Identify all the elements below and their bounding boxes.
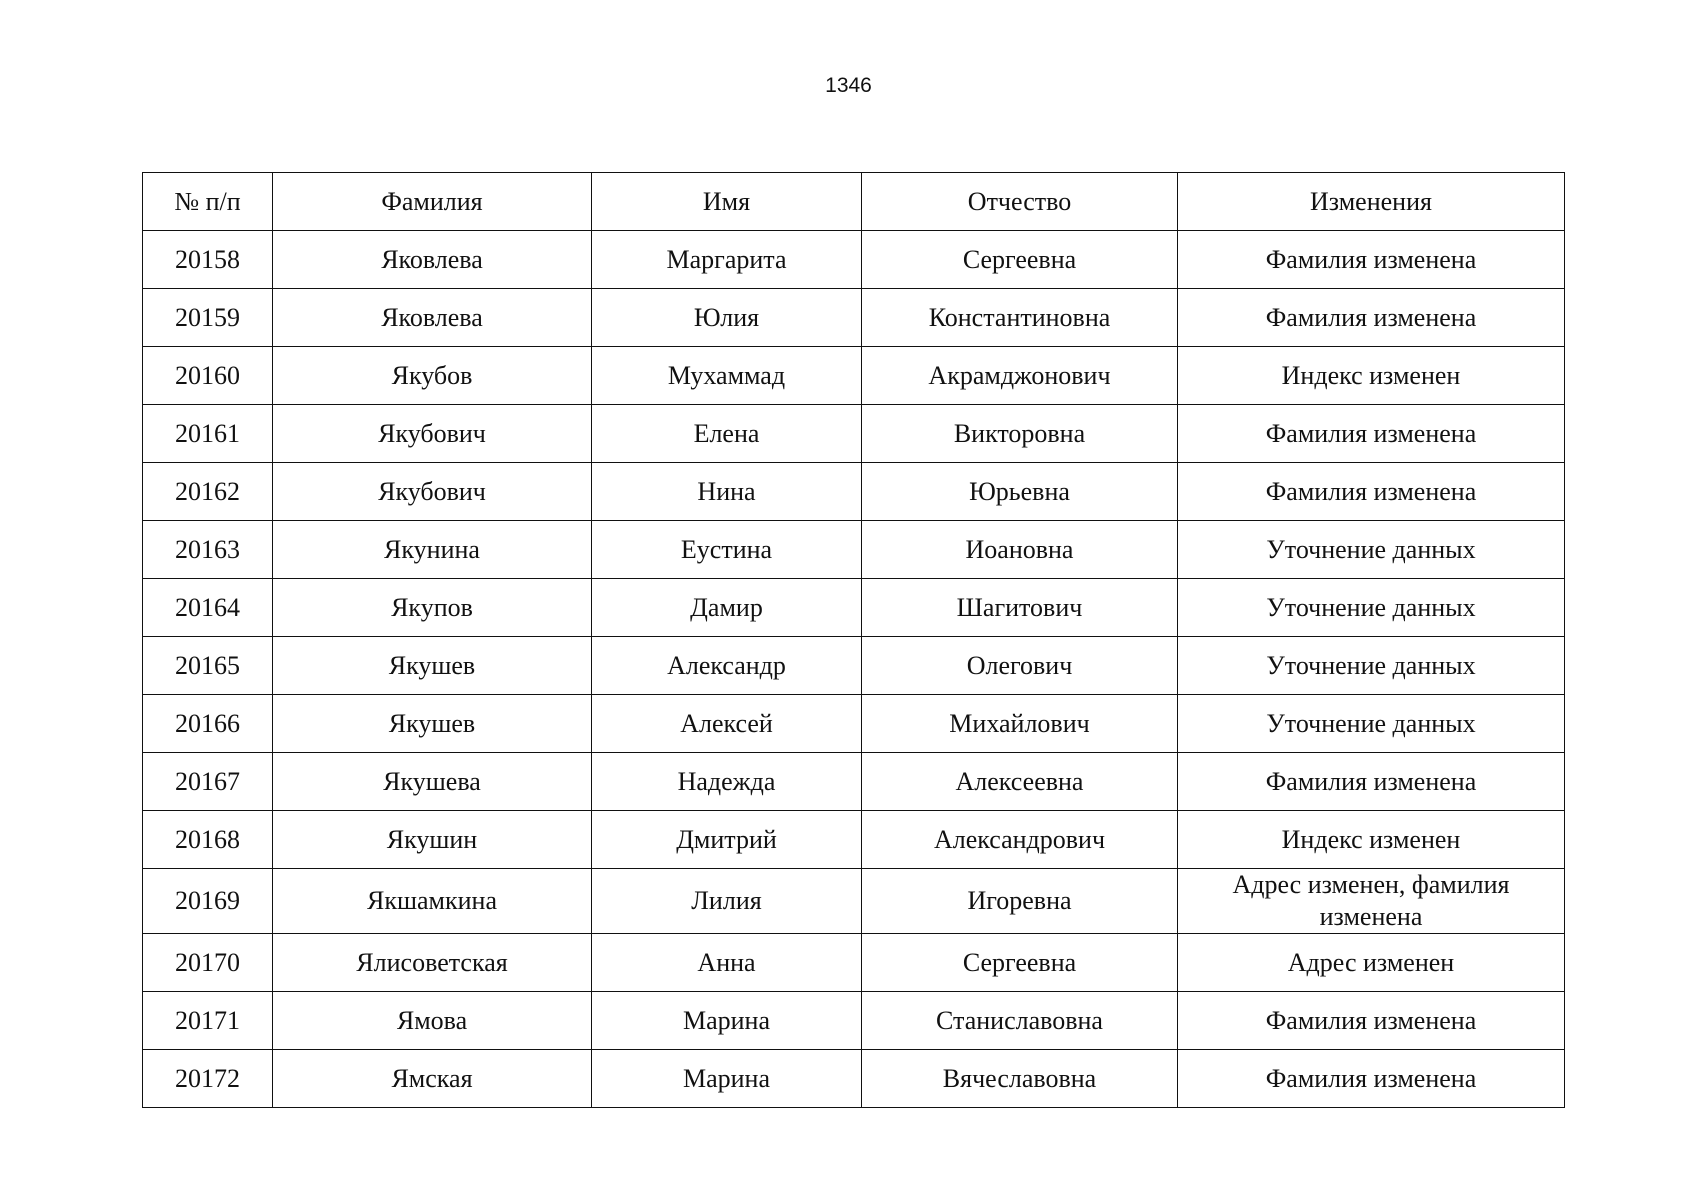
cell-patronymic: Викторовна bbox=[862, 405, 1178, 463]
table-row bbox=[143, 347, 1565, 405]
header-patronymic: Отчество bbox=[862, 173, 1178, 231]
cell-patronymic: Алексеевна bbox=[862, 753, 1178, 811]
registry-table bbox=[142, 172, 1565, 1108]
cell-patronymic: Шагитович bbox=[862, 579, 1178, 637]
cell-surname: Якубович bbox=[273, 463, 592, 521]
cell-changes: Уточнение данных bbox=[1178, 695, 1565, 753]
cell-number: 20159 bbox=[143, 289, 273, 347]
cell-surname: Яковлева bbox=[273, 231, 592, 289]
cell-surname: Якушин bbox=[273, 811, 592, 869]
cell-surname: Ялисоветская bbox=[273, 934, 592, 992]
header-number: № п/п bbox=[143, 173, 273, 231]
cell-changes: Уточнение данных bbox=[1178, 637, 1565, 695]
table-row bbox=[143, 463, 1565, 521]
cell-first-name: Надежда bbox=[592, 753, 862, 811]
cell-first-name: Александр bbox=[592, 637, 862, 695]
cell-first-name: Марина bbox=[592, 992, 862, 1050]
cell-changes: Фамилия изменена bbox=[1178, 753, 1565, 811]
cell-patronymic: Олегович bbox=[862, 637, 1178, 695]
table-row bbox=[143, 811, 1565, 869]
cell-changes: Индекс изменен bbox=[1178, 347, 1565, 405]
cell-first-name: Дмитрий bbox=[592, 811, 862, 869]
cell-surname: Яковлева bbox=[273, 289, 592, 347]
cell-number: 20167 bbox=[143, 753, 273, 811]
cell-first-name: Марина bbox=[592, 1050, 862, 1108]
cell-surname: Ямова bbox=[273, 992, 592, 1050]
header-first-name: Имя bbox=[592, 173, 862, 231]
cell-changes: Фамилия изменена bbox=[1178, 231, 1565, 289]
cell-patronymic: Михайлович bbox=[862, 695, 1178, 753]
cell-patronymic: Александрович bbox=[862, 811, 1178, 869]
table-row bbox=[143, 231, 1565, 289]
cell-patronymic: Акрамджонович bbox=[862, 347, 1178, 405]
cell-changes: Адрес изменен bbox=[1178, 934, 1565, 992]
cell-number: 20164 bbox=[143, 579, 273, 637]
cell-first-name: Нина bbox=[592, 463, 862, 521]
cell-surname: Якубов bbox=[273, 347, 592, 405]
cell-changes: Фамилия изменена bbox=[1178, 289, 1565, 347]
cell-number: 20162 bbox=[143, 463, 273, 521]
cell-number: 20172 bbox=[143, 1050, 273, 1108]
cell-patronymic: Игоревна bbox=[862, 869, 1178, 934]
cell-patronymic: Юрьевна bbox=[862, 463, 1178, 521]
cell-number: 20165 bbox=[143, 637, 273, 695]
cell-changes: Индекс изменен bbox=[1178, 811, 1565, 869]
cell-surname: Якупов bbox=[273, 579, 592, 637]
cell-number: 20169 bbox=[143, 869, 273, 934]
cell-patronymic: Вячеславовна bbox=[862, 1050, 1178, 1108]
cell-first-name: Анна bbox=[592, 934, 862, 992]
cell-number: 20166 bbox=[143, 695, 273, 753]
cell-surname: Якубович bbox=[273, 405, 592, 463]
table-row bbox=[143, 1050, 1565, 1108]
table-row bbox=[143, 405, 1565, 463]
cell-number: 20160 bbox=[143, 347, 273, 405]
cell-patronymic: Сергеевна bbox=[862, 231, 1178, 289]
cell-surname: Якушев bbox=[273, 695, 592, 753]
table-row bbox=[143, 869, 1565, 934]
cell-changes: Фамилия изменена bbox=[1178, 405, 1565, 463]
table-row bbox=[143, 579, 1565, 637]
table-row bbox=[143, 992, 1565, 1050]
page-number: 1346 bbox=[825, 74, 872, 97]
cell-number: 20163 bbox=[143, 521, 273, 579]
cell-surname: Якунина bbox=[273, 521, 592, 579]
cell-patronymic: Сергеевна bbox=[862, 934, 1178, 992]
cell-first-name: Дамир bbox=[592, 579, 862, 637]
cell-surname: Якушев bbox=[273, 637, 592, 695]
cell-number: 20168 bbox=[143, 811, 273, 869]
header-changes: Изменения bbox=[1178, 173, 1565, 231]
table-row bbox=[143, 289, 1565, 347]
cell-first-name: Лилия bbox=[592, 869, 862, 934]
cell-number: 20170 bbox=[143, 934, 273, 992]
cell-changes: Уточнение данных bbox=[1178, 521, 1565, 579]
cell-surname: Ямская bbox=[273, 1050, 592, 1108]
header-surname: Фамилия bbox=[273, 173, 592, 231]
cell-number: 20158 bbox=[143, 231, 273, 289]
cell-changes: Фамилия изменена bbox=[1178, 463, 1565, 521]
cell-changes: Фамилия изменена bbox=[1178, 1050, 1565, 1108]
table-row bbox=[143, 934, 1565, 992]
cell-first-name: Елена bbox=[592, 405, 862, 463]
cell-number: 20171 bbox=[143, 992, 273, 1050]
cell-patronymic: Константиновна bbox=[862, 289, 1178, 347]
cell-changes: Адрес изменен, фамилия изменена bbox=[1178, 869, 1565, 934]
cell-changes: Уточнение данных bbox=[1178, 579, 1565, 637]
cell-number: 20161 bbox=[143, 405, 273, 463]
cell-first-name: Мухаммад bbox=[592, 347, 862, 405]
cell-first-name: Маргарита bbox=[592, 231, 862, 289]
cell-changes: Фамилия изменена bbox=[1178, 992, 1565, 1050]
table-row bbox=[143, 753, 1565, 811]
cell-surname: Якушева bbox=[273, 753, 592, 811]
cell-first-name: Юлия bbox=[592, 289, 862, 347]
cell-patronymic: Иоановна bbox=[862, 521, 1178, 579]
cell-first-name: Еустина bbox=[592, 521, 862, 579]
cell-patronymic: Станиславовна bbox=[862, 992, 1178, 1050]
table-row bbox=[143, 637, 1565, 695]
table-row bbox=[143, 695, 1565, 753]
table-header-row bbox=[143, 173, 1565, 231]
table-row bbox=[143, 521, 1565, 579]
cell-surname: Якшамкина bbox=[273, 869, 592, 934]
cell-first-name: Алексей bbox=[592, 695, 862, 753]
